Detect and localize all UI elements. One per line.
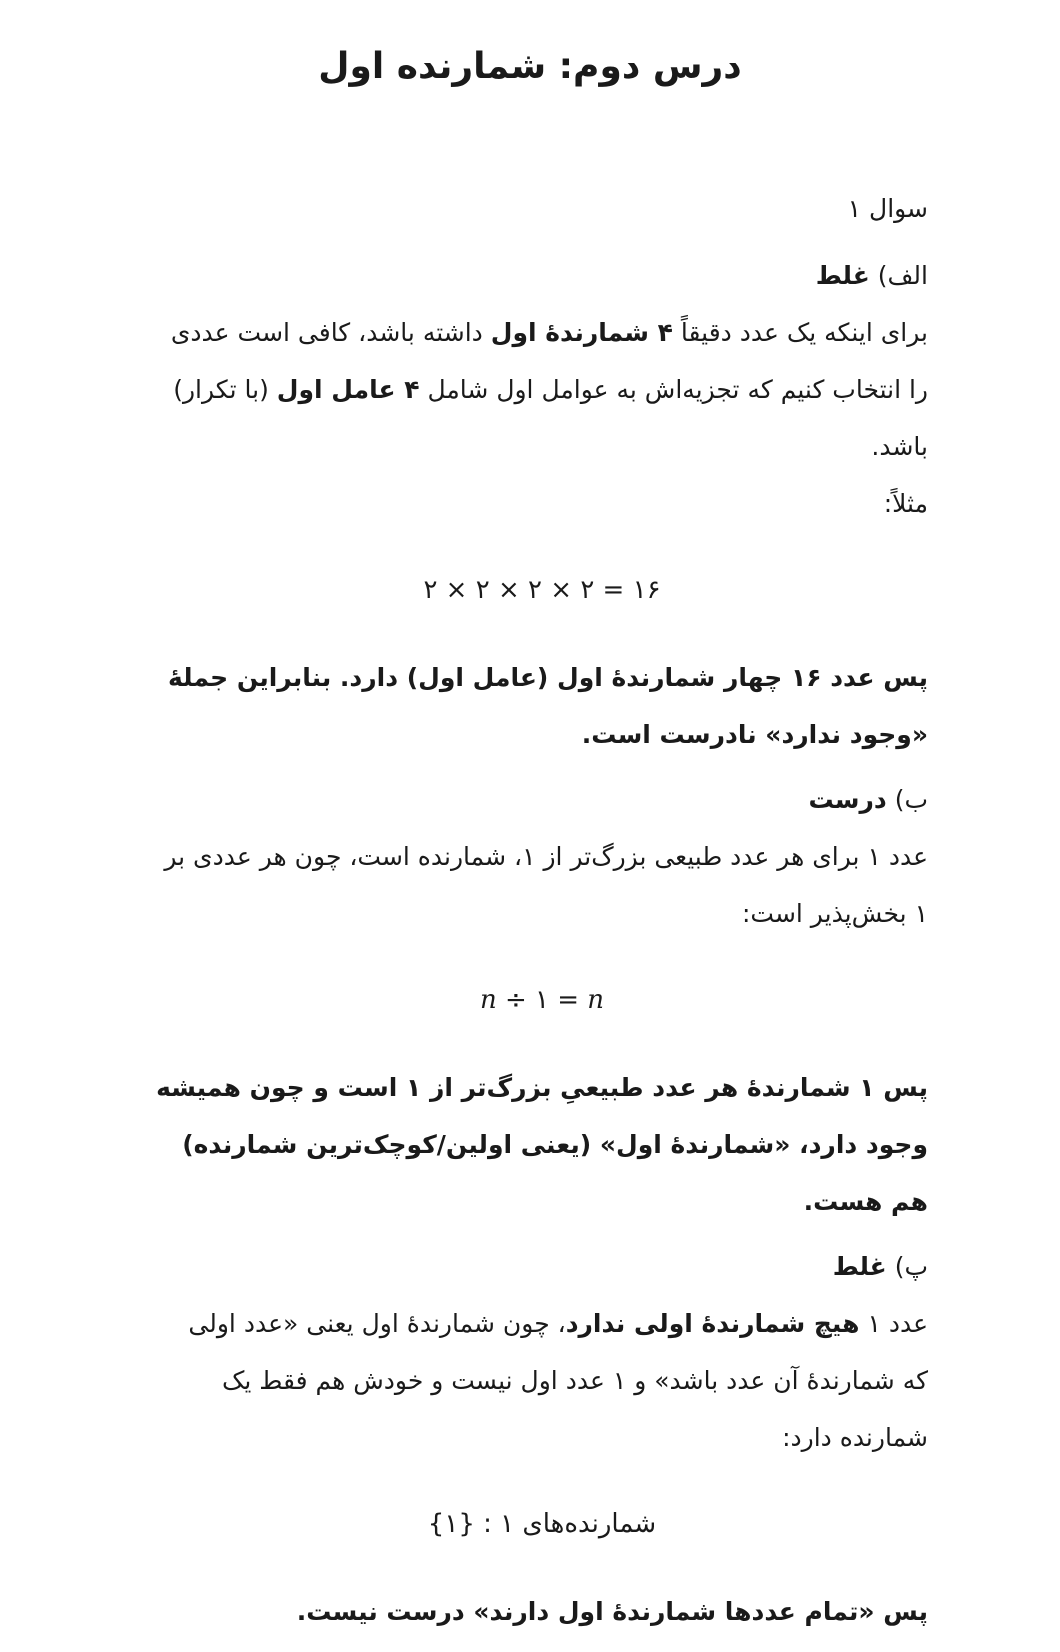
- part-b-heading: [156, 771, 928, 828]
- part-b-equation: [156, 972, 928, 1029]
- part-b-conclusion: پس ۱ شمارندهٔ هر عدد طبیعیِ بزرگ‌تر از ۱ است و چون همیشه وجود دارد، «شمارندهٔ اول» (یعنی اولین/کوچک‌ترین شمارنده) هم هست.: [156, 1073, 928, 1216]
- part-b-eq-left: n: [479, 985, 497, 1015]
- part-b-eq-mid: ÷ ۱ =: [496, 985, 588, 1015]
- part-a-text-2-bold: ۴ عامل اول: [276, 375, 420, 404]
- part-a-text-1-bold: ۴ شمارندهٔ اول: [490, 318, 673, 347]
- part-b-explanation: عدد ۱ برای هر عدد طبیعی بزرگ‌تر از ۱، شمارنده است، چون هر عددی بر ۱ بخش‌پذیر است:: [164, 842, 928, 928]
- part-a-verdict: غلط: [815, 261, 870, 290]
- part-c-text-1-bold: هیچ شمارندهٔ اولی ندارد: [565, 1309, 860, 1338]
- part-a-heading: [156, 247, 928, 304]
- part-a-equation-text: ۱۶ = ۲ × ۲ × ۲ × ۲: [423, 575, 661, 605]
- page-title: درس دوم: شمارنده اول: [318, 46, 742, 87]
- part-a-text-3: (با تکرار) باشد.: [173, 375, 928, 461]
- part-a-conclusion: پس عدد ۱۶ چهار شمارندهٔ اول (عامل اول) دارد. بنابراین جملهٔ «وجود ندارد» نادرست است.: [167, 663, 928, 749]
- part-c-equation-text: شمارنده‌های ۱ : {۱}: [427, 1509, 657, 1539]
- part-a-label: الف): [877, 261, 928, 290]
- part-b-verdict: درست: [808, 785, 887, 814]
- part-a-text-2: داشته باشد، کافی است عددی را انتخاب کنیم که تجزیه‌اش به عوامل اول شامل: [170, 318, 928, 404]
- part-b-eq-right: n: [587, 985, 605, 1015]
- part-c-label: پ): [894, 1252, 928, 1281]
- part-c-equation: [156, 1496, 928, 1553]
- lesson-content: [156, 180, 928, 1640]
- part-a-example-label: مثلاً:: [883, 489, 928, 518]
- part-a-equation: [156, 562, 928, 619]
- part-a-explanation: [156, 304, 928, 475]
- part-c-heading: [156, 1238, 928, 1295]
- part-c-conclusion: پس «تمام عددها شمارندهٔ اول دارند» درست نیست.: [296, 1597, 928, 1626]
- question-label: سوال ۱: [847, 194, 928, 223]
- part-c-explanation: [156, 1295, 928, 1466]
- part-c-text-2: ، چون شمارندهٔ اول یعنی «عدد اولی که شمارندهٔ آن عدد باشد» و ۱ عدد اول نیست و خودش هم فقط یک شمارنده دارد:: [188, 1309, 928, 1452]
- part-c-text-1: عدد ۱: [859, 1309, 928, 1338]
- part-a-text-1: برای اینکه یک عدد دقیقاً: [672, 318, 928, 347]
- part-b-label: ب): [894, 785, 928, 814]
- part-c-verdict: غلط: [832, 1252, 887, 1281]
